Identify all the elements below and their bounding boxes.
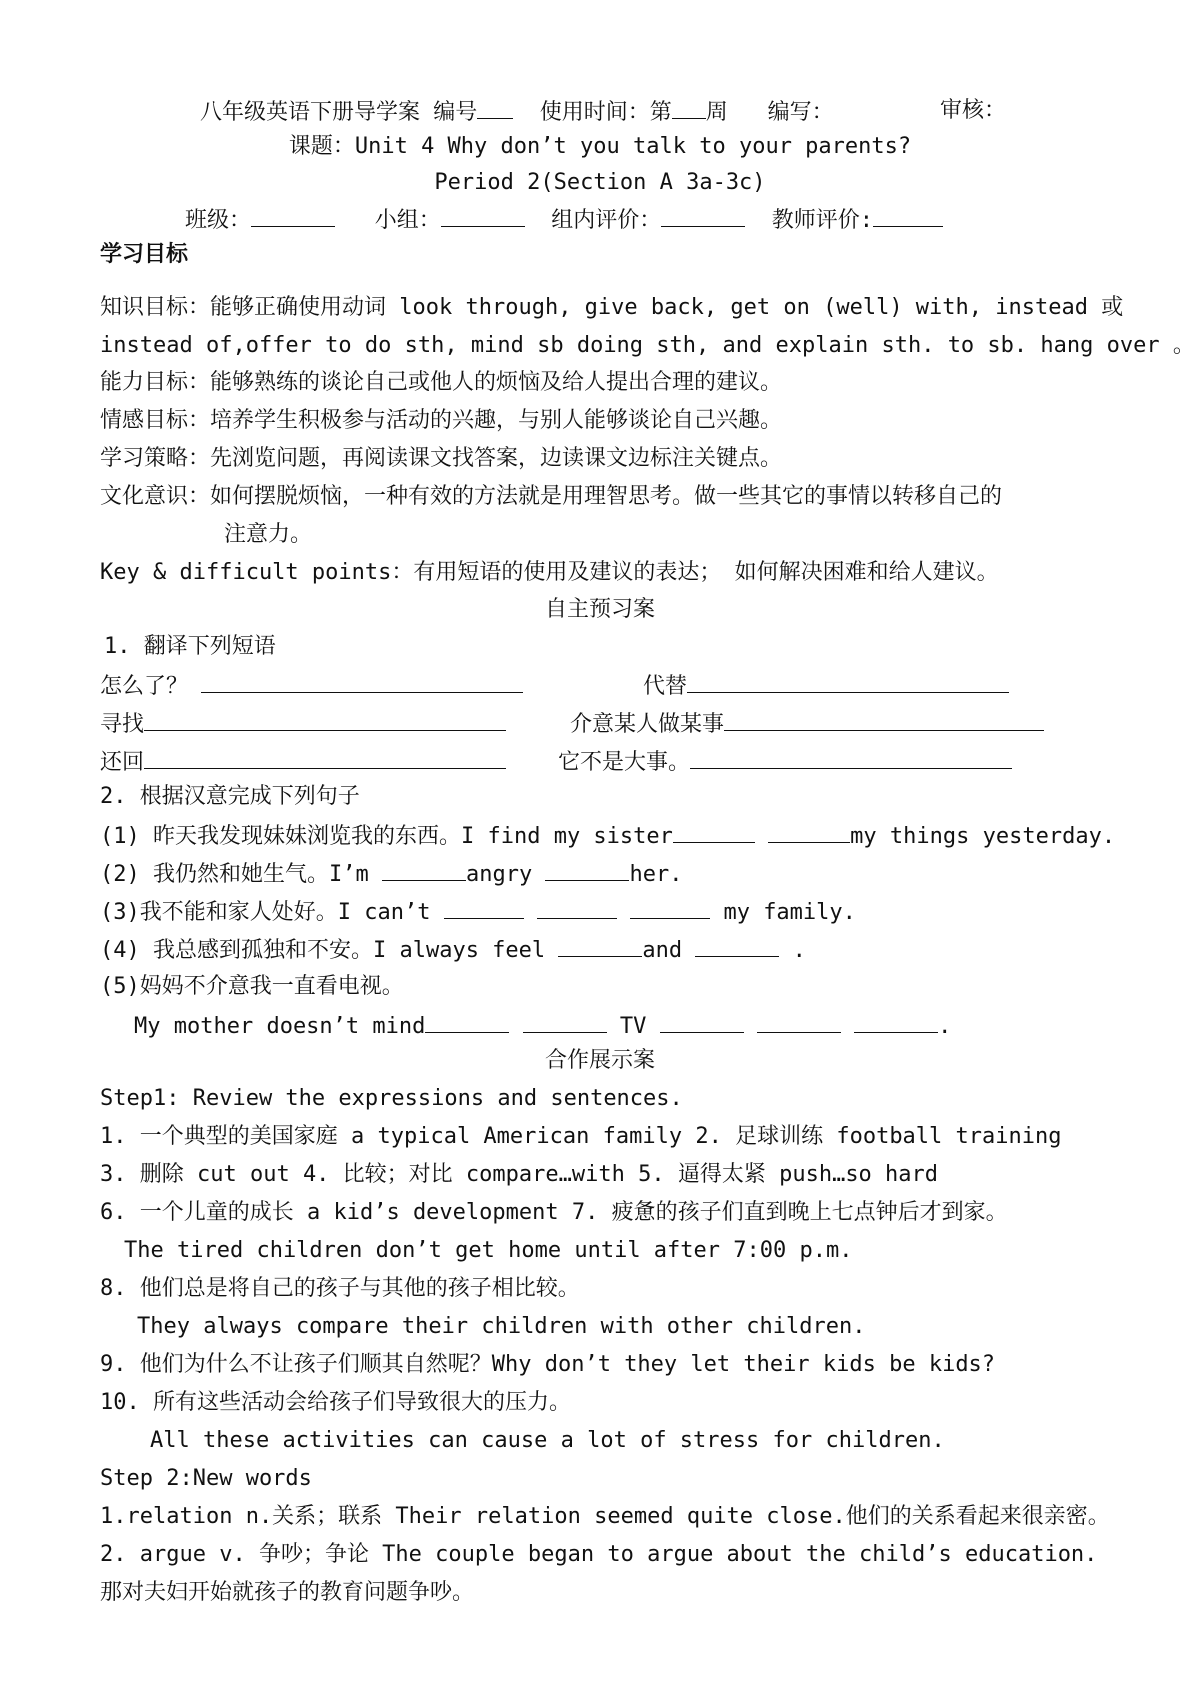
answer-blank [690,746,1012,769]
answer-blank [630,896,710,919]
sentence-text: angry [465,862,533,887]
answer-blank [768,820,850,843]
sentence-text: my family. [723,900,856,925]
word-entry: 那对夫妇开始就孩子的教育问题争吵。 [100,1580,475,1605]
answer-blank [425,1010,509,1033]
answer-blank [695,934,779,957]
class-blank [251,204,335,227]
answer-blank [687,670,1009,693]
review-line: 6. 一个儿童的成长 a kid’s development 7. 疲惫的孩子们直到晚上七点钟后才到家。 [100,1200,1008,1225]
sentence-text: . [938,1014,952,1039]
group-eval-blank [661,204,745,227]
review-line: 9. 他们为什么不让孩子们顺其自然呢？Why don’t they let their kids be kids? [100,1352,996,1377]
word-entry: 1.relation n.关系；联系 Their relation seemed quite close.他们的关系看起来很亲密。 [100,1504,1110,1529]
phrase-text: 怎么了？ [100,674,189,699]
knowledge-goal-2: instead of,offer to do sth, mind sb doing sth, and explain sth. to sb. hang over 。 [100,333,1195,358]
author-label: 编写： [767,100,834,125]
phrase-text: 它不是大事。 [558,750,691,775]
review-line: All these activities can cause a lot of stress for children. [150,1428,945,1453]
phrase-item [558,746,1012,778]
phrase-text: 介意某人做某事 [570,712,725,737]
learning-strategy: 学习策略：先浏览问题，再阅读课文找答案，边读课文边标注关键点。 [100,446,783,471]
answer-blank [144,708,506,731]
phrase-text: 还回 [100,750,145,775]
answer-blank [673,820,755,843]
topic-title: 课题：Unit 4 Why don’t you talk to your parents? [288,134,912,159]
sentence-4 [100,934,806,966]
task1-title: 1. 翻译下列短语 [104,634,276,659]
answer-blank [558,934,642,957]
review-line: 1. 一个典型的美国家庭 a typical American family 2. 足球训练 football training [100,1124,1062,1149]
sentence-text: (2) 我仍然和她生气。I’m [100,862,369,887]
sentence-text: TV [619,1014,647,1039]
key-points: Key & difficult points：有用短语的使用及建议的表达； 如何解决困难和给人建议。 [100,560,999,585]
time-label: 使用时间：第 [539,100,672,125]
phrase-item [643,670,1009,702]
sentence-1 [100,820,1115,852]
answer-blank [537,896,617,919]
sentence-text: my things yesterday. [850,824,1116,849]
task2-title: 2. 根据汉意完成下列句子 [100,784,360,809]
sentence-text: My mother doesn’t mind [134,1014,426,1039]
period-title: Period 2(Section A 3a-3c) [434,170,766,195]
answer-blank [201,670,523,693]
ability-goal: 能力目标：能够熟练的谈论自己或他人的烦恼及给人提出合理的建议。 [100,370,783,395]
header-line [200,96,834,128]
teacher-eval-label: 教师评价: [771,208,874,233]
group-blank [441,204,525,227]
answer-blank [382,858,466,881]
sentence-text: . [792,938,806,963]
sentence-text: her. [629,862,683,887]
week-blank [672,96,706,119]
goals-heading: 学习目标 [100,242,189,267]
worksheet-title: 八年级英语下册导学案 [200,100,421,125]
sentence-text: (1) 昨天我发现妹妹浏览我的东西。I find my sister [100,824,673,849]
sentence-5-english [134,1010,951,1042]
sentence-text: (3)我不能和家人处好。I can’t [100,900,431,925]
group-label: 小组： [374,208,441,233]
sentence-5: (5)妈妈不介意我一直看电视。 [100,974,404,999]
preview-heading: 自主预习案 [544,597,655,622]
word-entry: 2. argue v. 争吵；争论 The couple began to argue about the child’s education. [100,1542,1098,1567]
knowledge-goal-1: 知识目标：能够正确使用动词 look through, give back, get on (well) with, instead 或 [100,295,1124,320]
group-eval-label: 组内评价： [551,208,662,233]
teacher-eval-blank [873,204,943,227]
sentence-text: (4) 我总感到孤独和不安。I always feel [100,938,546,963]
review-label: 审核： [940,98,1007,123]
step1-title: Step1: Review the expressions and sentences. [100,1086,683,1111]
review-line: 10. 所有这些活动会给孩子们导致很大的压力。 [100,1390,571,1415]
evaluation-line [185,204,943,236]
emotion-goal: 情感目标：培养学生积极参与活动的兴趣，与别人能够谈论自己兴趣。 [100,408,783,433]
answer-blank [523,1010,607,1033]
week-label: 周 [705,100,728,125]
phrase-text: 代替 [643,674,688,699]
answer-blank [545,858,629,881]
answer-blank [144,746,506,769]
review-line: 8. 他们总是将自己的孩子与其他的孩子相比较。 [100,1276,580,1301]
culture-awareness-1: 文化意识：如何摆脱烦恼，一种有效的方法就是用理智思考。做一些其它的事情以转移自己的 [100,484,1003,509]
number-label: 编号 [433,100,478,125]
class-label: 班级： [185,208,252,233]
answer-blank [757,1010,841,1033]
phrase-item [570,708,1044,740]
cooperation-heading: 合作展示案 [544,1048,655,1073]
phrase-item [100,708,506,740]
phrase-item [100,746,506,778]
sentence-2 [100,858,682,890]
sentence-3 [100,896,856,928]
answer-blank [444,896,524,919]
culture-awareness-2: 注意力。 [224,522,313,547]
answer-blank [854,1010,938,1033]
review-line: The tired children don’t get home until after 7:00 p.m. [124,1238,853,1263]
answer-blank [660,1010,744,1033]
review-line: 3. 删除 cut out 4. 比较；对比 compare…with 5. 逼得太紧 push…so hard [100,1162,939,1187]
review-line: They always compare their children with other children. [137,1314,866,1339]
step2-title: Step 2:New words [100,1466,312,1491]
number-blank [477,96,513,119]
sentence-text: and [642,938,683,963]
phrase-item [100,670,523,702]
phrase-text: 寻找 [100,712,145,737]
answer-blank [724,708,1044,731]
